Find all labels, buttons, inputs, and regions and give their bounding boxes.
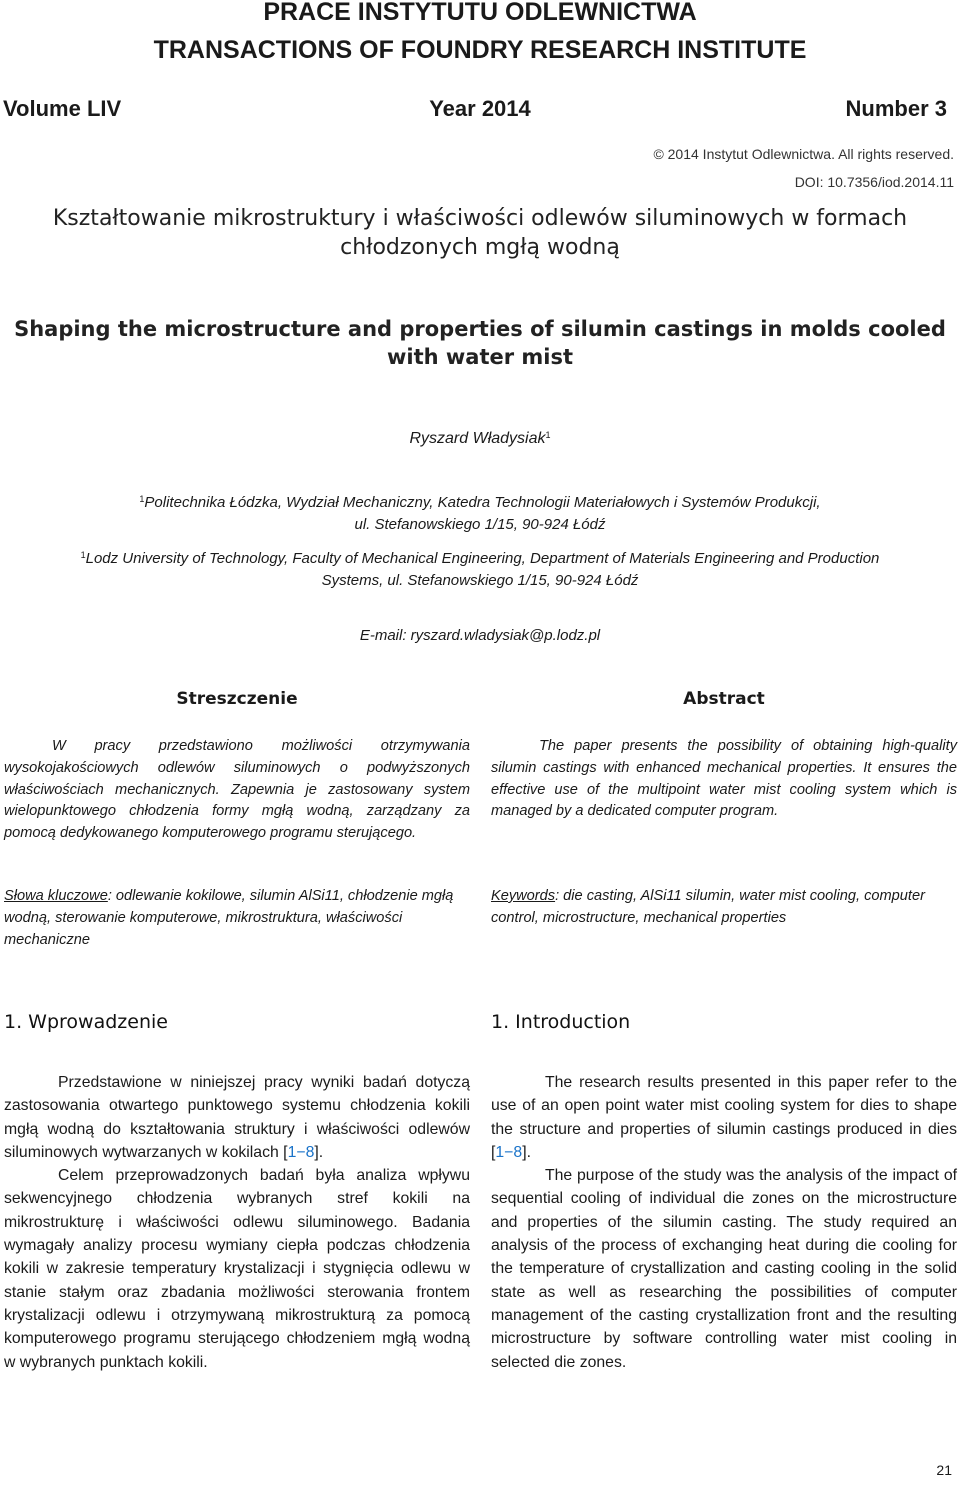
keywords-pl (4, 886, 470, 951)
abstract-en-heading: Abstract (683, 689, 765, 709)
title-pl (0, 204, 960, 262)
abstract-pl-text (4, 736, 470, 845)
citation-link[interactable]: 1−8 (495, 1143, 523, 1161)
affiliation-en-line2: Systems, ul. Stefanowskiego 1/15, 90-924 Łódź (321, 572, 639, 589)
aff-pl-superscript: 1 (139, 494, 145, 504)
keywords-en-label: Keywords (491, 888, 556, 904)
title-en-line2: with water mist (386, 345, 574, 369)
copyright: © 2014 Instytut Odlewnictwa. All rights reserved. (653, 146, 954, 162)
body-en-paragraph-2: The purpose of the study was the analysis of the impact of sequential cooling of individual die zones on the microstructure and properties of the silumin casting. The study required an analysis of the process of exchanging heat during die cooling for the temperature of crystallization and casting cooling in the solid state as well as researching the possibilities of computer management of the casting crystallization front and the resulting microstructure by software controlling water mist cooling in selected die zones. (491, 1167, 957, 1371)
journal-name-pl: PRACE INSTYTUTU ODLEWNICTWA (263, 0, 697, 26)
body-en-p1-end: ]. (522, 1143, 531, 1161)
title-en (0, 315, 960, 371)
keywords-pl-label: Słowa kluczowe (4, 888, 108, 904)
title-en-line1: Shaping the microstructure and properties of silumin castings in molds cooled (14, 317, 946, 341)
affiliation-pl-line1: Politechnika Łódzka, Wydział Mechaniczny, Katedra Technologii Materiałowych i Systemów Produkcji, (144, 494, 821, 511)
affiliation-pl-line2: ul. Stefanowskiego 1/15, 90-924 Łódź (354, 516, 606, 533)
body-pl (4, 1071, 470, 1374)
body-pl-p1-end: ]. (314, 1143, 324, 1161)
year: Year 2014 (429, 96, 531, 121)
abstract-pl-heading: Streszczenie (176, 689, 298, 709)
affiliation-en-line1: Lodz University of Technology, Faculty of Mechanical Engineering, Department of Materials Engineering and Production (85, 550, 880, 567)
section-heading-en: 1. Introduction (491, 1011, 631, 1033)
body-pl-paragraph-1 (4, 1071, 470, 1164)
issue-number: Number 3 (845, 96, 947, 121)
volume: Volume LIV (3, 96, 122, 121)
author-email: E-mail: ryszard.wladysiak@p.lodz.pl (359, 627, 601, 644)
abstract-pl-paragraph: W pracy przedstawiono możliwości otrzymywania wysokojakościowych odlewów siluminowych o podwyższonych właściwościach mechanicznych. Zapewnia je zastosowany system wielopunktowego chłodzenia formy mgłą wodną, zarządzany za pomocą dedykowanego komputerowego programu sterującego. (4, 738, 470, 842)
author (0, 425, 960, 449)
section-heading-pl: 1. Wprowadzenie (4, 1011, 168, 1033)
author-superscript: 1 (545, 430, 551, 440)
journal-name-en: TRANSACTIONS OF FOUNDRY RESEARCH INSTITUTE (153, 36, 807, 64)
body-en-p1-text: The research results presented in this paper refer to the use of an open point water mist cooling system for dies to shape the structure and properties of silumin castings produced in dies [ (491, 1074, 957, 1161)
aff-en-superscript: 1 (80, 550, 86, 560)
body-en (491, 1071, 957, 1374)
citation-link[interactable]: 1−8 (287, 1143, 315, 1161)
affiliation-en (0, 544, 960, 592)
abstract-en-text (491, 736, 957, 823)
doi: DOI: 10.7356/iod.2014.11 (794, 174, 954, 190)
keywords-pl-text: : odlewanie kokilowe, silumin AlSi11, chłodzenie mgłą wodną, sterowanie komputerowe, mikrostruktura, właściwości mechaniczne (4, 888, 454, 948)
title-pl-line1: Kształtowanie mikrostruktury i właściwości odlewów siluminowych w formach (52, 206, 908, 231)
body-en-paragraph-1 (491, 1071, 957, 1164)
page-number: 21 (936, 1462, 952, 1478)
body-pl-paragraph-2: Celem przeprowadzonych badań była analiza wpływu sekwencyjnego chłodzenia wybranych stref kokili na mikrostrukturę i właściwości odlewu siluminowego. Badania wymagały analizy procesu wymiany ciepła podczas chłodzenia kokili w zakresie temperatury krystalizacji i stygnięcia odlewu w stanie stałym oraz zbadania możliwości sterowania frontem krystalizacji odlewu i otrzymywaną mikrostrukturą za pomocą komputerowego programu sterującego chłodzeniem mgłą wodną w wybranych punktach kokili. (4, 1167, 470, 1371)
title-pl-line2: chłodzonych mgłą wodną (340, 235, 620, 260)
body-pl-p1-text: Przedstawione w niniejszej pracy wyniki badań dotyczą zastosowania otwartego punktowego systemu chłodzenia kokili mgłą wodną do kształtowania struktury i właściwości odlewów siluminowych wytwarzanych w kokilach [ (4, 1074, 470, 1161)
affiliation-pl (0, 488, 960, 536)
author-name: Ryszard Władysiak (409, 430, 546, 447)
keywords-en (491, 886, 957, 930)
keywords-en-text: : die casting, AlSi11 silumin, water mist cooling, computer control, microstructure, mechanical properties (491, 888, 925, 926)
abstract-en-paragraph: The paper presents the possibility of obtaining high-quality silumin castings with enhanced mechanical properties. It ensures the effective use of the multipoint water mist cooling system which is managed by a dedicated computer program. (491, 738, 957, 820)
